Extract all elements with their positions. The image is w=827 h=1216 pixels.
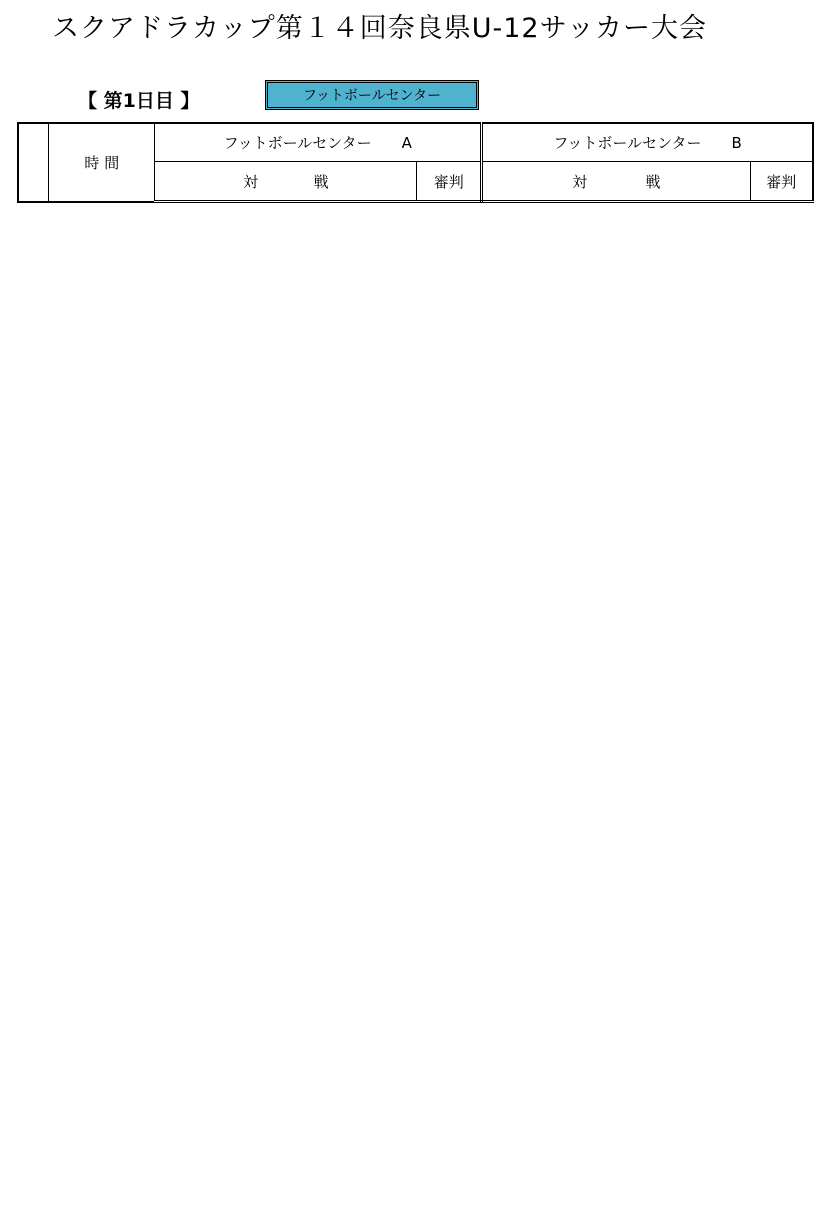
day-label: 【 第1日目 】 (78, 90, 200, 112)
ref-header-b: 審判 (750, 162, 813, 202)
venue-a-header: フットボールセンター A (155, 123, 482, 162)
venue-label: フットボールセンター (265, 80, 479, 110)
schedule-corner (18, 123, 49, 202)
ref-header-a: 審判 (417, 162, 482, 202)
page-title: スクアドラカップ第１４回奈良県U-12サッカー大会 (52, 13, 708, 44)
venue-b-header: フットボールセンター B (482, 123, 813, 162)
schedule-table (17, 122, 814, 203)
match-header-b: 対 戦 (482, 162, 750, 202)
time-header: 時 間 (49, 123, 155, 202)
match-header-a: 対 戦 (155, 162, 417, 202)
